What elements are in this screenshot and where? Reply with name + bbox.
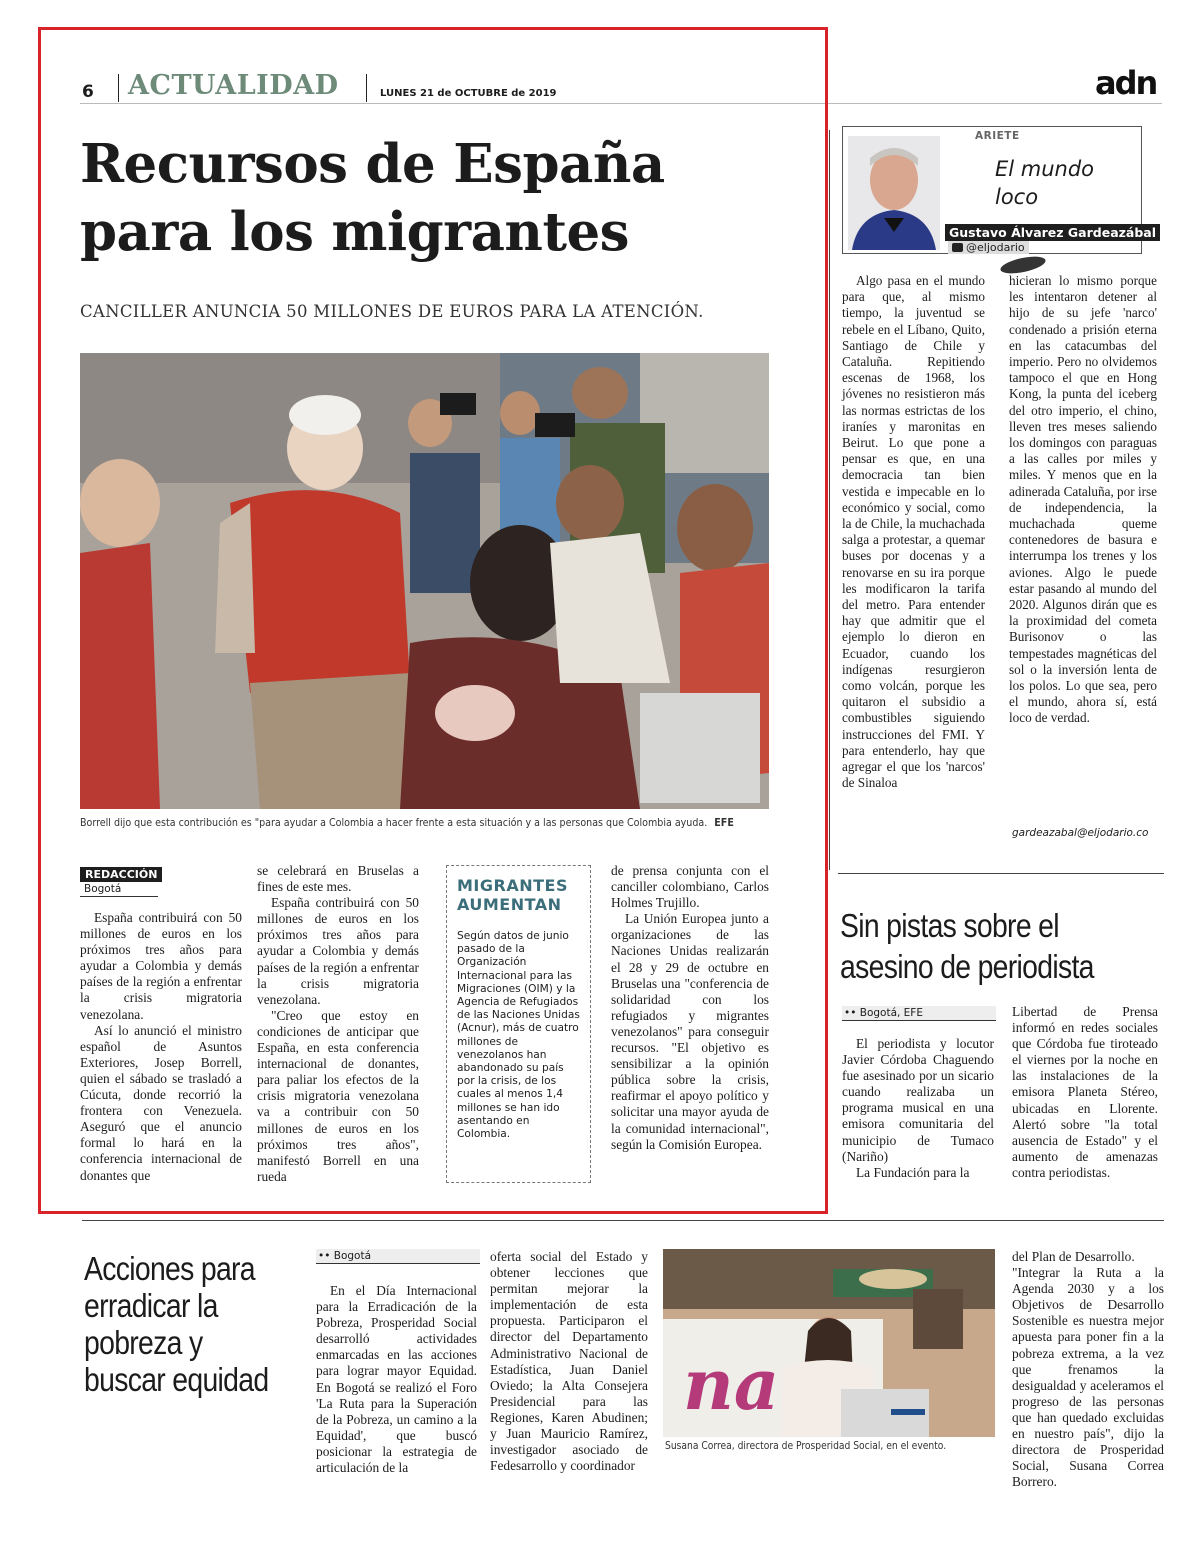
author-portrait [848, 136, 940, 250]
journalist-headline [840, 905, 1094, 987]
photo-borrell-visit [80, 353, 769, 809]
headline-line-1: Recursos de España [80, 133, 665, 195]
journalist-headline-line-2: asesino de periodista [840, 948, 1094, 985]
column-divider [829, 130, 830, 870]
poverty-headline-line-2: erradicar la [84, 1287, 218, 1324]
paragraph: "Creo que estoy en condiciones de anticipar que España, en esta conferencia internacional de donantes, para paliar los efectos de la crisis migratoria venezolana va a contribuir con 50 millones de euros en los próximos tres años", manifestó Borrell en una rueda [257, 1007, 419, 1184]
journalist-col-left [842, 1036, 994, 1181]
poverty-headline [84, 1250, 268, 1398]
dateline-text: Bogotá, EFE [859, 1007, 923, 1019]
poverty-headline-line-1: Acciones para [84, 1250, 255, 1287]
column-kicker: ARIETE [975, 130, 1020, 142]
paragraph: El periodista y locutor Javier Córdoba Chaguendo fue asesinado por un sicario cuando realizaba un programa musical en una emisora comunitaria del municipio de Tumaco (Nariño) [842, 1036, 994, 1164]
journalist-col-right [1012, 1004, 1158, 1181]
column-email: gardeazabal@eljodario.co [1012, 827, 1149, 839]
photo-susana-correa [663, 1249, 995, 1437]
dateline-text: Bogotá [333, 1250, 372, 1262]
bottom-divider [82, 1220, 1164, 1221]
journalist-dateline [842, 1006, 996, 1021]
poverty-headline-line-4: buscar equidad [84, 1361, 269, 1398]
paragraph: "Integrar la Ruta a la Agenda 2030 y a los Objetivos de Desarrollo Sostenible es nuestra mejor apuesta para poner fin a la pobreza extrema, a la vez que frenamos la desigualdad y aceleramos el progreso de las personas que han quedado excluidas en nuestro país", dijo la directora de Prosperidad Social, Susana Correa Borrero. [1012, 1265, 1164, 1490]
poverty-col-1 [316, 1283, 477, 1476]
column-text-left [842, 273, 985, 792]
poverty-photo-caption: Susana Correa, directora de Prosperidad Social, en el evento. [665, 1441, 947, 1452]
brand-logo: adn [1095, 64, 1157, 102]
sidebar-title-line-2: AUMENTAN [457, 895, 562, 914]
issue-date: LUNES 21 de OCTUBRE de 2019 [380, 88, 557, 99]
sidebar-box [446, 865, 591, 1183]
paragraph: En el Día Internacional para la Erradicación de la Pobreza, Prosperidad Social desarrolló actividades enmarcadas en las acciones para lograr mayor Equidad. En Bogotá se realizó el Foro 'La Ruta para la Superación de la Pobreza, un camino a la Equidad', que buscó posicionar la estrategia de articulación de la [316, 1283, 477, 1476]
section-label: ACTUALIDAD [128, 70, 339, 101]
photo-credit: EFE [714, 817, 734, 829]
twitter-icon [952, 243, 963, 252]
paragraph: Algo pasa en el mundo para que, al mismo tiempo, la juventud se rebele en el Líbano, Quito, Santiago de Chile y Cataluña. Repitiendo escenas de 1968, los jóvenes no resistieron más las normas estrictas de los iraníes y maronitas en Beirut. Lo que pone a pensar es que, en una democracia tan bien vestida e impecable en lo económico y social, como la de Chile, la muchachada salga a protestar, a quemar buses por docenas y a renovarse en su ira porque les modificaron la tarifa del metro. Para entender hay que admitir que el ejemplo lo dieron en Ecuador, cuando los indígenas resurgieron como volcán, porque les quitaron el subsidio a combustibles siguiendo instrucciones del FMI. Y para entenderlo, hay que agregar el que los 'narcos' de Sinaloa [842, 273, 985, 791]
main-col-4 [611, 863, 769, 1153]
poverty-headline-line-3: pobreza y [84, 1324, 203, 1361]
main-col-1 [80, 910, 242, 1184]
podium-lettering: na [683, 1343, 780, 1426]
sidebar-title-line-1: MIGRANTES [457, 876, 568, 895]
main-col-2 [257, 863, 419, 1185]
paragraph: España contribuirá con 50 millones de euros en los próximos tres años para ayudar a Colombia y demás países de la región a enfrentar la crisis migratoria venezolana. [80, 910, 242, 1022]
poverty-col-4 [1012, 1249, 1164, 1490]
caption-text: Borrell dijo que esta contribución es "para ayudar a Colombia a hacer frente a esta situación y a las personas que Colombia ayuda. [80, 817, 708, 829]
column-author: Gustavo Álvarez Gardeazábal [945, 224, 1160, 241]
poverty-col-2 [490, 1249, 648, 1474]
column-handle-row [948, 241, 1029, 254]
journalist-headline-line-1: Sin pistas sobre el [840, 907, 1059, 944]
page-number: 6 [82, 82, 94, 102]
paragraph: hicieran lo mismo porque les intentaron detener al hijo de su jefe 'narco' condenado a prisión eterna en las catacumbas del imperio. Pero no olvidemos tampoco el que en Hong Kong, la punta del iceberg del otro imperio, el chino, lleven tres meses saliendo los domingos con paraguas a las calles por miles y miles. Y menos que en la adinerada Cataluña, por irse de independencia, la muchachada queme contenedores de basura e interrumpa los trenes y los aviones. Algo le puede estar pasando al mundo del 2020. Algunos dirán que es la proximidad del cometa Burisonov o las tempestades magnéticas del sol o la inversión lenta de los polos. Lo que sea, pero el mundo, ahora sí, está loco de verdad. [1009, 273, 1157, 726]
sidebar-title [457, 876, 580, 914]
column-title-line-2: loco [995, 185, 1039, 209]
paragraph: se celebrará en Bruselas a fines de este mes. [257, 863, 419, 895]
main-headline [80, 130, 665, 266]
headline-line-2: para los migrantes [80, 201, 630, 263]
paragraph: de prensa conjunta con el canciller colombiano, Carlos Holmes Trujillo. [611, 863, 769, 911]
bullet-icon: •• [318, 1250, 334, 1262]
bullet-icon: •• [844, 1007, 860, 1019]
location: Bogotá [80, 882, 158, 897]
main-subhead: CANCILLER ANUNCIA 50 MILLONES DE EUROS PARA LA ATENCIÓN. [80, 302, 704, 321]
sidebar-text: Según datos de junio pasado de la Organización Internacional para las Migraciones (OIM) y la Agencia de Refugiados de las Naciones Unidas (Acnur), más de cuatro millones de venezolanos han abandonado su país por la crisis, de los cuales al menos 1,4 millones se han ido asentando en Colombia. [457, 930, 580, 1141]
author-avatar [848, 136, 940, 250]
column-title [995, 155, 1094, 211]
poverty-dateline [316, 1249, 480, 1264]
paragraph: Libertad de Prensa informó en redes sociales que Córdoba fue tiroteado el viernes por la noche en las instalaciones de la emisora Planeta Stéreo, ubicadas en Llorente. Alertó sobre "la total ausencia de Estado" y el aumento de amenazas contra periodistas. [1012, 1004, 1158, 1180]
paragraph: oferta social del Estado y obtener lecciones que permitan mejorar la implementación de esta propuesta. Participaron el director del Departamento Administrativo Nacional de Estadística, Juan Daniel Oviedo; la Alta Consejera Presidencial para las Regiones, Karen Abudinen; y Juan Mauricio Ramírez, investigador asociado de Fedesarrollo y coordinador [490, 1249, 648, 1474]
column-handle: @eljodario [966, 241, 1025, 254]
story-divider [838, 873, 1164, 874]
main-photo [80, 353, 769, 809]
paragraph: Así lo anunció el ministro español de Asuntos Exteriores, Josep Borrell, quien el sábado se trasladó a Cúcuta, donde recorrió la frontera con Venezuela. Aseguró que el anuncio formal lo hará en la conferencia internacional de donantes que [80, 1022, 242, 1183]
paragraph: La Fundación para la [856, 1164, 970, 1180]
photo-caption [80, 817, 780, 829]
paragraph: La Unión Europea junto a organizaciones de las Naciones Unidas realizarán el 28 y 29 de octubre en Bruselas una "conferencia de solidaridad con los refugiados y migrantes venezolanos" para conseguir recursos. "El objetivo es sensibilizar a la opinión pública sobre la crisis, reafirmar el apoyo político y solicitar una mayor ayuda de la comunidad internacional", según la Comisión Europea. [611, 911, 769, 1152]
poverty-photo [663, 1249, 995, 1437]
byline-block [80, 863, 158, 897]
byline: REDACCIÓN [80, 867, 162, 882]
paragraph: del Plan de Desarrollo. [1012, 1249, 1135, 1264]
paragraph: España contribuirá con 50 millones de euros en los próximos tres años para ayudar a Colombia y demás países de la región a enfrentar la crisis migratoria venezolana. [257, 895, 419, 1007]
column-text-right [1009, 273, 1157, 727]
column-title-line-1: El mundo [995, 157, 1095, 181]
